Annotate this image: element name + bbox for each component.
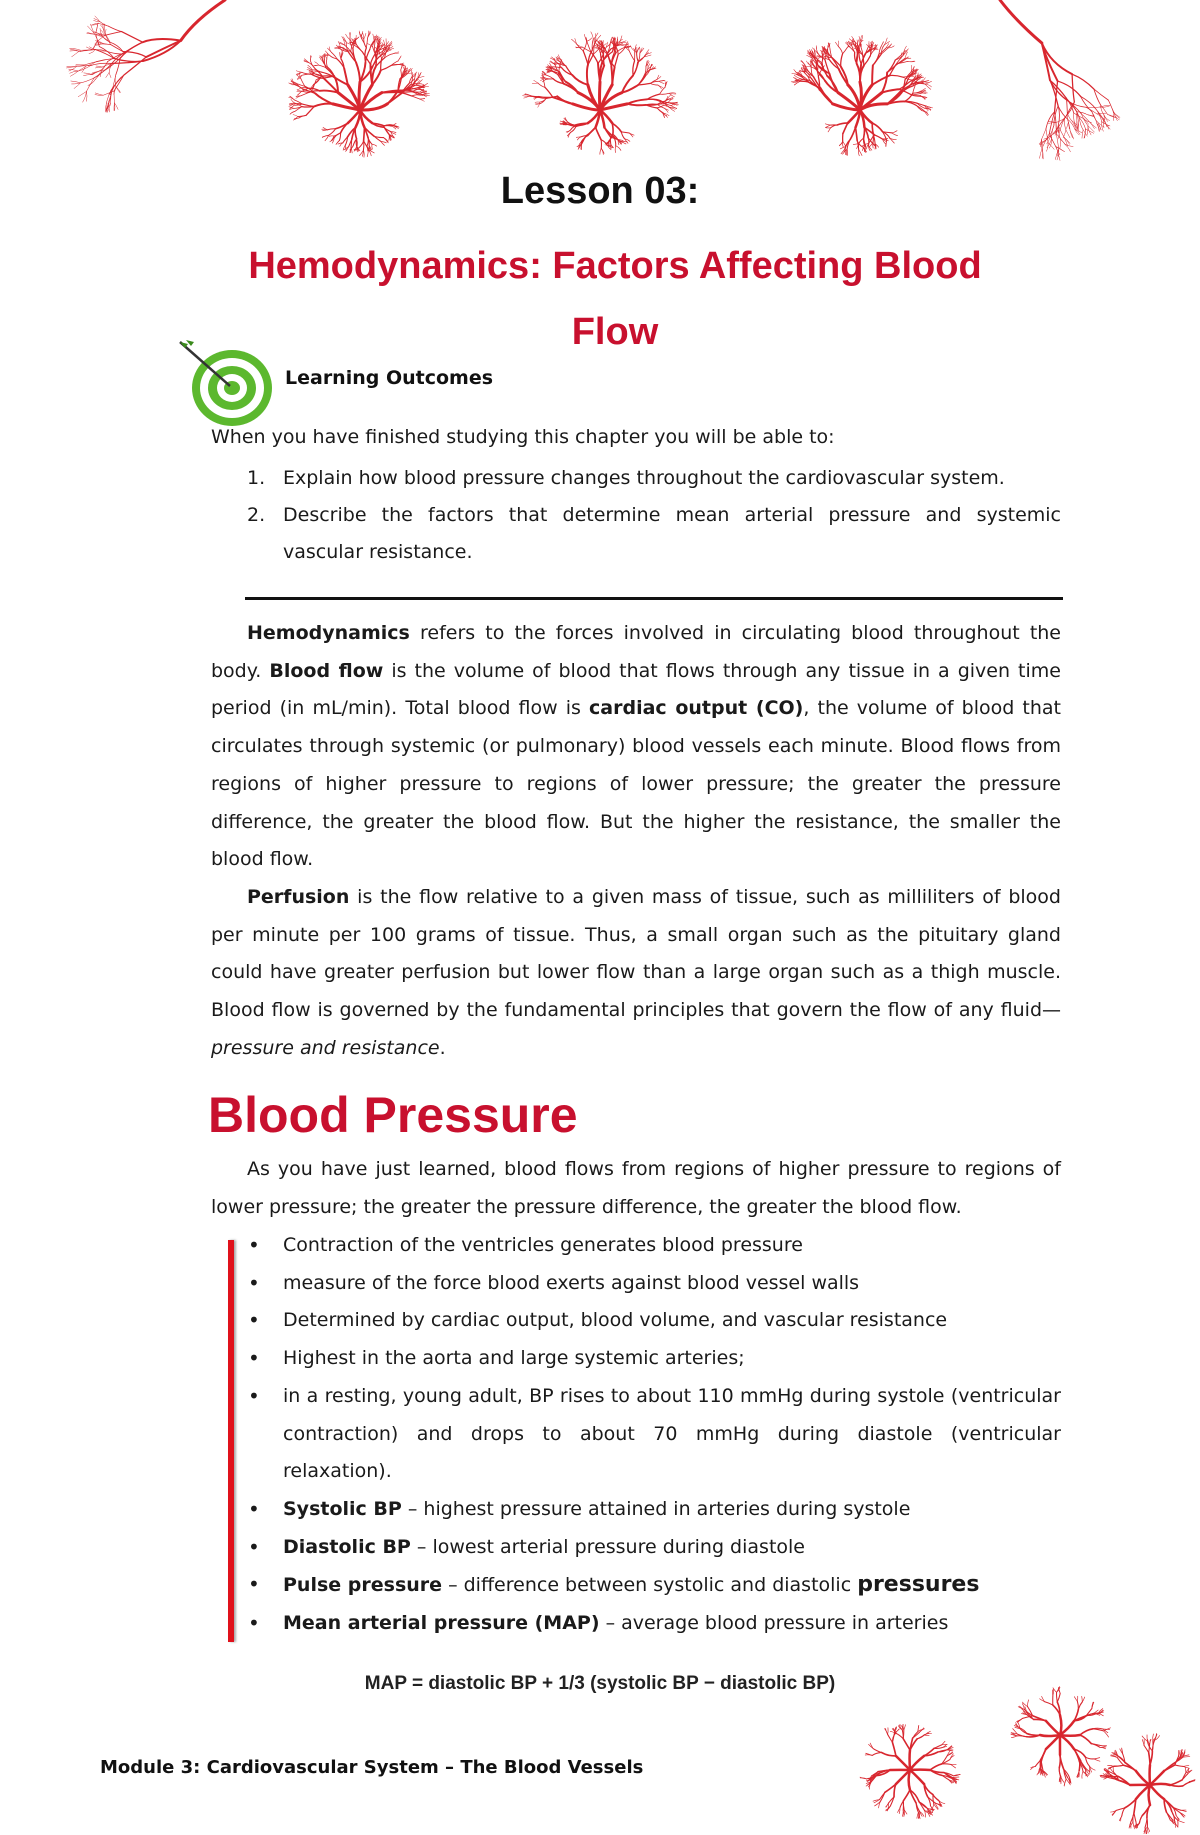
vessel-branch xyxy=(96,59,114,62)
vessel-branch xyxy=(903,1739,910,1750)
vessel-branch xyxy=(86,91,87,101)
vessel-branch xyxy=(849,46,855,52)
vessel-branch xyxy=(1153,1734,1154,1741)
vessel-branch xyxy=(1028,1700,1029,1707)
vessel-branch xyxy=(351,139,352,147)
vessel-branch xyxy=(659,81,664,83)
vessel-branch xyxy=(913,91,921,93)
vessel-branch xyxy=(1057,1693,1060,1702)
vessel-branch xyxy=(1136,1771,1150,1785)
vessel-branch xyxy=(124,57,146,75)
vessel-branch xyxy=(1175,1765,1183,1766)
vessel-branch xyxy=(72,50,81,57)
hemodynamics-paragraph: Hemodynamics refers to the forces involved in circulating blood throughout the body. Blood flow is the volume of blood that flows through any tissue in a given time period (in mL/min). Total blood flow is cardiac output (CO), the volume of blood that circulates through systemic (or pulmonary) blood vessels each minute. Blood flows from regions of higher pressure to regions of lower pressure; the greater the pressure difference, the greater the blood flow. But the higher the resistance, the smaller the blood flow. xyxy=(211,622,1061,871)
vessel-branch xyxy=(1183,1757,1190,1758)
vessel-branch xyxy=(290,111,295,114)
vessel-branch xyxy=(1035,1760,1040,1766)
vessel-branch xyxy=(523,96,530,97)
vessel-branch xyxy=(820,88,832,104)
vessel-branch xyxy=(647,94,660,99)
vessel-branch xyxy=(1100,1747,1107,1748)
vessel-branch xyxy=(873,54,879,65)
vessel-branch xyxy=(843,123,848,134)
vessel-branch xyxy=(933,1795,939,1801)
vessel-branch xyxy=(1059,1768,1060,1776)
vessel-branch xyxy=(669,93,675,94)
vessel-branch xyxy=(621,132,624,139)
vessel-branch xyxy=(1181,1810,1187,1811)
vessel-branch xyxy=(1020,1728,1027,1733)
perfusion-paragraph: Perfusion is the flow relative to a given mass of tissue, such as milliliters of blood per minute per 100 grams of tissue. Thus, a small organ such as the pituitary gland could have greater perfusion but lower flow than a large organ such as a thigh muscle. Blood flow is governed by the fundamental principles that govern the flow of any fluid—pressure and resistance. xyxy=(211,886,1061,1059)
vessel-branch xyxy=(1098,123,1104,128)
vessel-branch xyxy=(1046,1721,1060,1735)
vessel-branch xyxy=(419,80,423,84)
term-blood-flow: Blood flow xyxy=(269,659,384,682)
vessel-branch xyxy=(872,123,882,132)
vessel-branch xyxy=(627,104,645,105)
vessel-branch xyxy=(1040,148,1043,159)
vessel-branch xyxy=(1056,117,1066,122)
vessel-branch xyxy=(892,1742,895,1755)
vessel-branch xyxy=(105,32,121,36)
vessel-branch xyxy=(910,1770,924,1784)
vessel-branch xyxy=(859,138,864,143)
vessel-branch xyxy=(70,71,78,76)
vessel-branch xyxy=(109,72,111,77)
vessel-branch xyxy=(1040,1749,1046,1760)
vessel-branch xyxy=(1170,1780,1182,1785)
vessel-branch xyxy=(1096,109,1104,121)
vessel-branch xyxy=(1078,1702,1082,1709)
vessel-branch xyxy=(1080,1729,1093,1735)
term-hemodynamics: Hemodynamics xyxy=(247,622,410,644)
term-cardiac-output: cardiac output (CO) xyxy=(589,697,804,720)
vessel-branch xyxy=(913,86,915,93)
blood-pressure-heading: Blood Pressure xyxy=(208,1087,578,1143)
vessel-branch xyxy=(301,88,308,89)
vessel-branch xyxy=(864,127,865,138)
vessel-branch xyxy=(1049,133,1055,146)
vessel-branch xyxy=(1080,1735,1091,1744)
vessel-branch xyxy=(950,1764,955,1768)
vessel-branch xyxy=(838,41,839,47)
vessel-branch xyxy=(313,78,320,84)
vessel-branch xyxy=(856,127,858,140)
vessel-branch xyxy=(882,89,900,92)
vessel-branch xyxy=(601,148,604,153)
vessel-branch xyxy=(1060,1735,1074,1749)
vessel-branch xyxy=(315,93,332,103)
vessel-branch xyxy=(296,71,302,72)
vessel-branch xyxy=(657,108,664,113)
vessel-branch xyxy=(594,48,600,53)
vessel-branch xyxy=(297,88,301,90)
vessel-branch xyxy=(543,78,545,87)
vessel-branch xyxy=(326,59,327,67)
vessel-branch xyxy=(1018,1707,1024,1710)
vessel-branch xyxy=(1060,1715,1061,1735)
vessel-branch xyxy=(896,1733,903,1738)
vessel-branch xyxy=(1114,1765,1124,1766)
vessel-branch xyxy=(1147,1805,1150,1818)
vessel-branch xyxy=(1142,1740,1144,1746)
vessel-branch xyxy=(567,130,571,133)
vessel-branch xyxy=(71,81,81,83)
vessel-branch xyxy=(1072,74,1094,89)
vessel-branch xyxy=(660,93,670,94)
vessel-branch xyxy=(598,63,600,82)
learning-outcomes-heading: Learning Outcomes xyxy=(285,367,494,389)
vessel-branch xyxy=(356,44,362,52)
vessel-branch xyxy=(302,104,314,106)
vessel-branch xyxy=(892,131,898,133)
vessel-branch xyxy=(909,1770,910,1790)
vessel-branch xyxy=(314,104,332,107)
vessel-branch xyxy=(587,38,592,41)
vessel-branch xyxy=(1058,81,1081,96)
vessel-branch xyxy=(1150,1740,1151,1745)
vessel-branch xyxy=(102,37,110,43)
vessel-branch xyxy=(669,93,676,94)
vessel-branch xyxy=(1061,1777,1064,1782)
vessel-branch xyxy=(873,1749,881,1753)
vessel-branch xyxy=(95,67,102,68)
vessel-branch xyxy=(942,1764,951,1765)
vessel-branch xyxy=(1067,122,1069,128)
vessel-branch xyxy=(864,56,870,66)
bullet-item: • Highest in the aorta and large systemic arteries; xyxy=(211,1340,1061,1378)
learning-outcomes-intro: When you have finished studying this chapter you will be able to: xyxy=(211,426,835,448)
vessel-branch xyxy=(1041,129,1046,140)
vessel-branch xyxy=(892,133,898,136)
vessel-branch xyxy=(327,53,328,59)
vessel-branch xyxy=(1074,1697,1077,1702)
vessel-branch xyxy=(77,66,91,67)
vessel-branch xyxy=(865,1755,872,1756)
vessel-branch xyxy=(108,26,121,31)
vessel-branch xyxy=(534,80,538,83)
vessel-branch xyxy=(629,51,634,61)
vessel-branch xyxy=(1183,1766,1189,1768)
map-formula: MAP = diastolic BP + 1/3 (systolic BP − diastolic BP) xyxy=(364,1673,836,1694)
vessel-branch xyxy=(1085,129,1086,138)
blood-vessels-header-decoration xyxy=(0,0,1200,175)
bullet-item-pulse-pressure: • Pulse pressure – difference between systolic and diastolic pressures xyxy=(211,1566,1061,1605)
vessel-branch xyxy=(1150,1751,1152,1765)
vessel-branch xyxy=(825,124,830,125)
vessel-branch xyxy=(359,141,364,148)
vessel-branch xyxy=(1039,139,1048,144)
lesson-number: Lesson 03: xyxy=(500,170,700,212)
vessel-branch xyxy=(896,1756,910,1770)
bullet-item-map: • Mean arterial pressure (MAP) – average blood pressure in arteries xyxy=(211,1605,1061,1643)
lesson-title: Hemodynamics: Factors Affecting Blood Flow xyxy=(248,245,982,353)
italic-pressure-resistance: pressure and resistance xyxy=(211,1036,440,1059)
vessel-branch xyxy=(1058,106,1059,126)
vessel-branch xyxy=(398,57,401,61)
vessel-branch xyxy=(611,66,612,85)
vessel-branch xyxy=(81,50,96,51)
vessel-branch xyxy=(143,39,181,42)
vessel-branch xyxy=(103,91,114,95)
vessel-branch xyxy=(1060,1755,1064,1769)
vessel-branch xyxy=(1085,1757,1094,1759)
vessel-branch xyxy=(1077,1701,1078,1709)
vessel-branch xyxy=(588,127,596,135)
vessel-branch xyxy=(324,59,325,67)
vessel-branch xyxy=(1055,149,1058,159)
vessel-branch xyxy=(1108,114,1116,117)
vessel-branch xyxy=(362,52,370,64)
vessel-branch xyxy=(1147,1735,1148,1742)
blood-vessels-footer-decoration xyxy=(760,1675,1200,1835)
vessel-branch xyxy=(638,75,645,85)
vessel-branch xyxy=(1183,1782,1190,1786)
vessel-branch xyxy=(315,62,319,65)
vessel-branch xyxy=(952,1777,959,1778)
vessel-branch xyxy=(122,32,143,43)
vessel-branch xyxy=(1060,139,1061,148)
vessel-branch xyxy=(1150,1785,1164,1799)
vessel-branch xyxy=(323,54,324,60)
vessel-branch xyxy=(359,82,360,110)
vessel-branch xyxy=(857,40,858,45)
vessel-branch xyxy=(83,91,87,102)
vessel-branch xyxy=(1145,1818,1147,1828)
vessel-branch xyxy=(1079,118,1083,130)
vessel-branch xyxy=(846,149,847,155)
vessel-branch xyxy=(838,46,842,53)
vessel-branch xyxy=(322,129,328,130)
vessel-branch xyxy=(1185,1767,1186,1772)
vessel-branch xyxy=(355,127,356,138)
vessel-branch xyxy=(1144,1745,1149,1752)
vessel-branch xyxy=(1134,1813,1136,1822)
vessel-branch xyxy=(904,1725,906,1730)
vessel-branch xyxy=(1094,1759,1100,1761)
vessel-branch xyxy=(1090,122,1096,128)
vessel-branch xyxy=(1048,122,1055,123)
vessel-branch xyxy=(367,138,368,146)
bullet-item: • in a resting, young adult, BP rises to about 110 mmHg during systole (ventricular contraction) and drops to about 70 mmHg during diastole (ventricular relaxation). xyxy=(211,1378,1061,1491)
vessel-branch xyxy=(903,1790,910,1801)
vessel-branch xyxy=(1066,130,1070,138)
vessel-branch xyxy=(1149,1785,1150,1805)
vessel-branch xyxy=(872,65,873,84)
vessel-branch xyxy=(843,142,846,147)
vessel-branch xyxy=(366,38,367,48)
vessel-branch xyxy=(1170,1785,1183,1786)
vessel-branch xyxy=(301,92,308,95)
section-divider xyxy=(245,597,1063,600)
vessel-branch xyxy=(905,93,913,101)
target-icon xyxy=(176,338,276,428)
vessel-branch xyxy=(1104,121,1110,129)
vessel-branch xyxy=(650,83,658,85)
vessel-branch xyxy=(902,1810,903,1816)
vessel-branch xyxy=(1082,1697,1084,1702)
vessel-branch xyxy=(314,72,322,73)
vessel-branch xyxy=(538,102,540,107)
vessel-branch xyxy=(1133,1822,1134,1828)
bullet-item: • measure of the force blood exerts against blood vessel walls xyxy=(211,1265,1061,1303)
vessel-branch xyxy=(616,146,621,151)
vessel-branch xyxy=(890,75,904,77)
vessel-branch xyxy=(826,125,830,127)
vessel-branch xyxy=(650,81,658,83)
vessel-branch xyxy=(583,51,588,65)
vessel-branch xyxy=(346,34,350,39)
vessel-branch xyxy=(875,135,883,139)
vessel-branch xyxy=(106,72,109,77)
outcome-item: 2. Describe the factors that determine mean arterial pressure and systemic vascular resistance. xyxy=(247,504,1061,563)
bullet-item: • Contraction of the ventricles generates blood pressure xyxy=(211,1227,1061,1265)
vessel-branch xyxy=(868,138,869,146)
vessel-branch xyxy=(538,83,545,87)
vessel-branch xyxy=(860,104,887,110)
vessel-branch xyxy=(1072,74,1074,102)
vessel-branch xyxy=(146,41,181,57)
vessel-branch xyxy=(615,54,619,67)
vessel-branch xyxy=(919,1802,928,1809)
vessel-branch xyxy=(88,26,95,33)
bullet-item-diastolic: • Diastolic BP – lowest arterial pressure during diastole xyxy=(211,1529,1061,1567)
vessel-branch xyxy=(596,35,601,41)
vessel-branch xyxy=(627,99,647,104)
vessel-branch xyxy=(1104,115,1110,121)
vessel-branch xyxy=(843,47,848,54)
vessel-branch xyxy=(1082,1771,1083,1778)
vessel-branch xyxy=(835,42,838,46)
vessel-branch xyxy=(1094,1758,1100,1759)
vessel-branch xyxy=(1034,1719,1046,1720)
vessel-branch xyxy=(1044,1702,1052,1705)
vessel-branch xyxy=(1133,1813,1134,1822)
vessel-branch xyxy=(828,128,830,132)
vessel-branch xyxy=(86,78,94,91)
vessel-branch xyxy=(806,66,811,67)
vessel-branch xyxy=(539,97,553,98)
page-footer: Module 3: Cardiovascular System – The Blood Vessels xyxy=(100,1757,644,1778)
vessel-branch xyxy=(1183,1766,1189,1767)
vessel-branch xyxy=(297,90,301,91)
vessel-branch xyxy=(372,144,377,146)
vessel-branch xyxy=(90,24,94,33)
outcome-item: 1. Explain how blood pressure changes throughout the cardiovascular system. xyxy=(247,467,1005,489)
vessel-branch xyxy=(306,106,314,115)
vessel-branch xyxy=(1057,1692,1058,1702)
vessel-branch xyxy=(364,127,365,140)
vessel-branch xyxy=(1011,1736,1017,1738)
vessel-branch xyxy=(374,43,375,53)
vessel-branch xyxy=(412,70,413,76)
blood-pressure-bullet-list xyxy=(211,1227,1061,1643)
vessel-branch xyxy=(660,87,665,94)
vessel-branch xyxy=(910,1756,924,1770)
vessel-branch xyxy=(873,135,874,143)
vessel-branch xyxy=(1074,113,1075,123)
vessel-branch xyxy=(886,140,887,147)
vessel-branch xyxy=(841,54,843,66)
vessel-branch xyxy=(412,96,420,99)
vessel-branch xyxy=(630,46,634,51)
bullet-item: • Determined by cardiac output, blood volume, and vascular resistance xyxy=(211,1302,1061,1340)
vessel-branch xyxy=(1150,1784,1170,1785)
learning-outcomes-list xyxy=(211,460,1061,571)
vessel-branch xyxy=(1093,1728,1103,1729)
vessel-branch xyxy=(917,1735,925,1739)
vessel-branch xyxy=(1065,118,1066,130)
vessel-branch xyxy=(888,1734,893,1742)
vessel-branch xyxy=(356,62,360,82)
vessel-branch xyxy=(1064,1779,1066,1786)
vessel-branch xyxy=(596,127,601,139)
vessel-branch xyxy=(297,91,301,95)
vessel-branch xyxy=(620,36,622,43)
vessel-branch xyxy=(364,33,366,39)
vessel-branch xyxy=(572,75,588,85)
vessel-branch xyxy=(1000,0,1042,43)
vessel-branch xyxy=(553,97,573,104)
vessel-branch xyxy=(872,1752,881,1755)
term-perfusion: Perfusion xyxy=(247,886,350,908)
vessel-branch xyxy=(83,75,92,76)
vessel-branch xyxy=(372,144,373,149)
vessel-branch xyxy=(1084,119,1092,123)
vessel-branch xyxy=(373,34,374,41)
vessel-branch xyxy=(885,1729,888,1735)
vessel-branch xyxy=(1046,129,1048,143)
bullet-item-systolic: • Systolic BP – highest pressure attained in arteries during systole xyxy=(211,1491,1061,1529)
vessel-branch xyxy=(621,45,629,46)
vessel-branch xyxy=(381,65,391,70)
vessel-branch xyxy=(881,1752,895,1755)
vessel-branch xyxy=(587,65,588,85)
vessel-branch xyxy=(612,123,613,134)
vessel-branch xyxy=(81,78,94,83)
vessel-branch xyxy=(903,1801,904,1810)
vessel-branch xyxy=(930,1764,942,1770)
vessel-branch xyxy=(850,127,855,139)
vessel-branch xyxy=(552,67,561,68)
vessel-branch xyxy=(669,107,675,111)
vessel-branch xyxy=(545,87,553,97)
blood-pressure-intro: As you have just learned, blood flows from regions of higher pressure to regions of lower pressure; the greater the pressure difference, the greater the blood flow. xyxy=(211,1158,1061,1218)
vessel-branch xyxy=(924,110,929,114)
vessel-branch xyxy=(615,146,616,153)
vessel-branch xyxy=(928,1809,935,1810)
vessel-branch xyxy=(1040,1735,1060,1736)
vessel-branch xyxy=(82,66,86,72)
vessel-branch xyxy=(381,58,382,70)
vessel-branch xyxy=(95,16,100,21)
vessel-branch xyxy=(903,1730,904,1739)
vessel-branch xyxy=(650,64,651,69)
vessel-branch xyxy=(882,72,887,92)
vessel-branch xyxy=(1082,130,1083,138)
vessel-branch xyxy=(621,132,629,133)
vessel-branch xyxy=(1079,1762,1080,1771)
vessel-branch xyxy=(1082,1696,1083,1702)
vessel-branch xyxy=(181,0,225,41)
vessel-branch xyxy=(293,115,298,117)
vessel-branch xyxy=(114,59,143,62)
vessel-branch xyxy=(600,148,601,154)
